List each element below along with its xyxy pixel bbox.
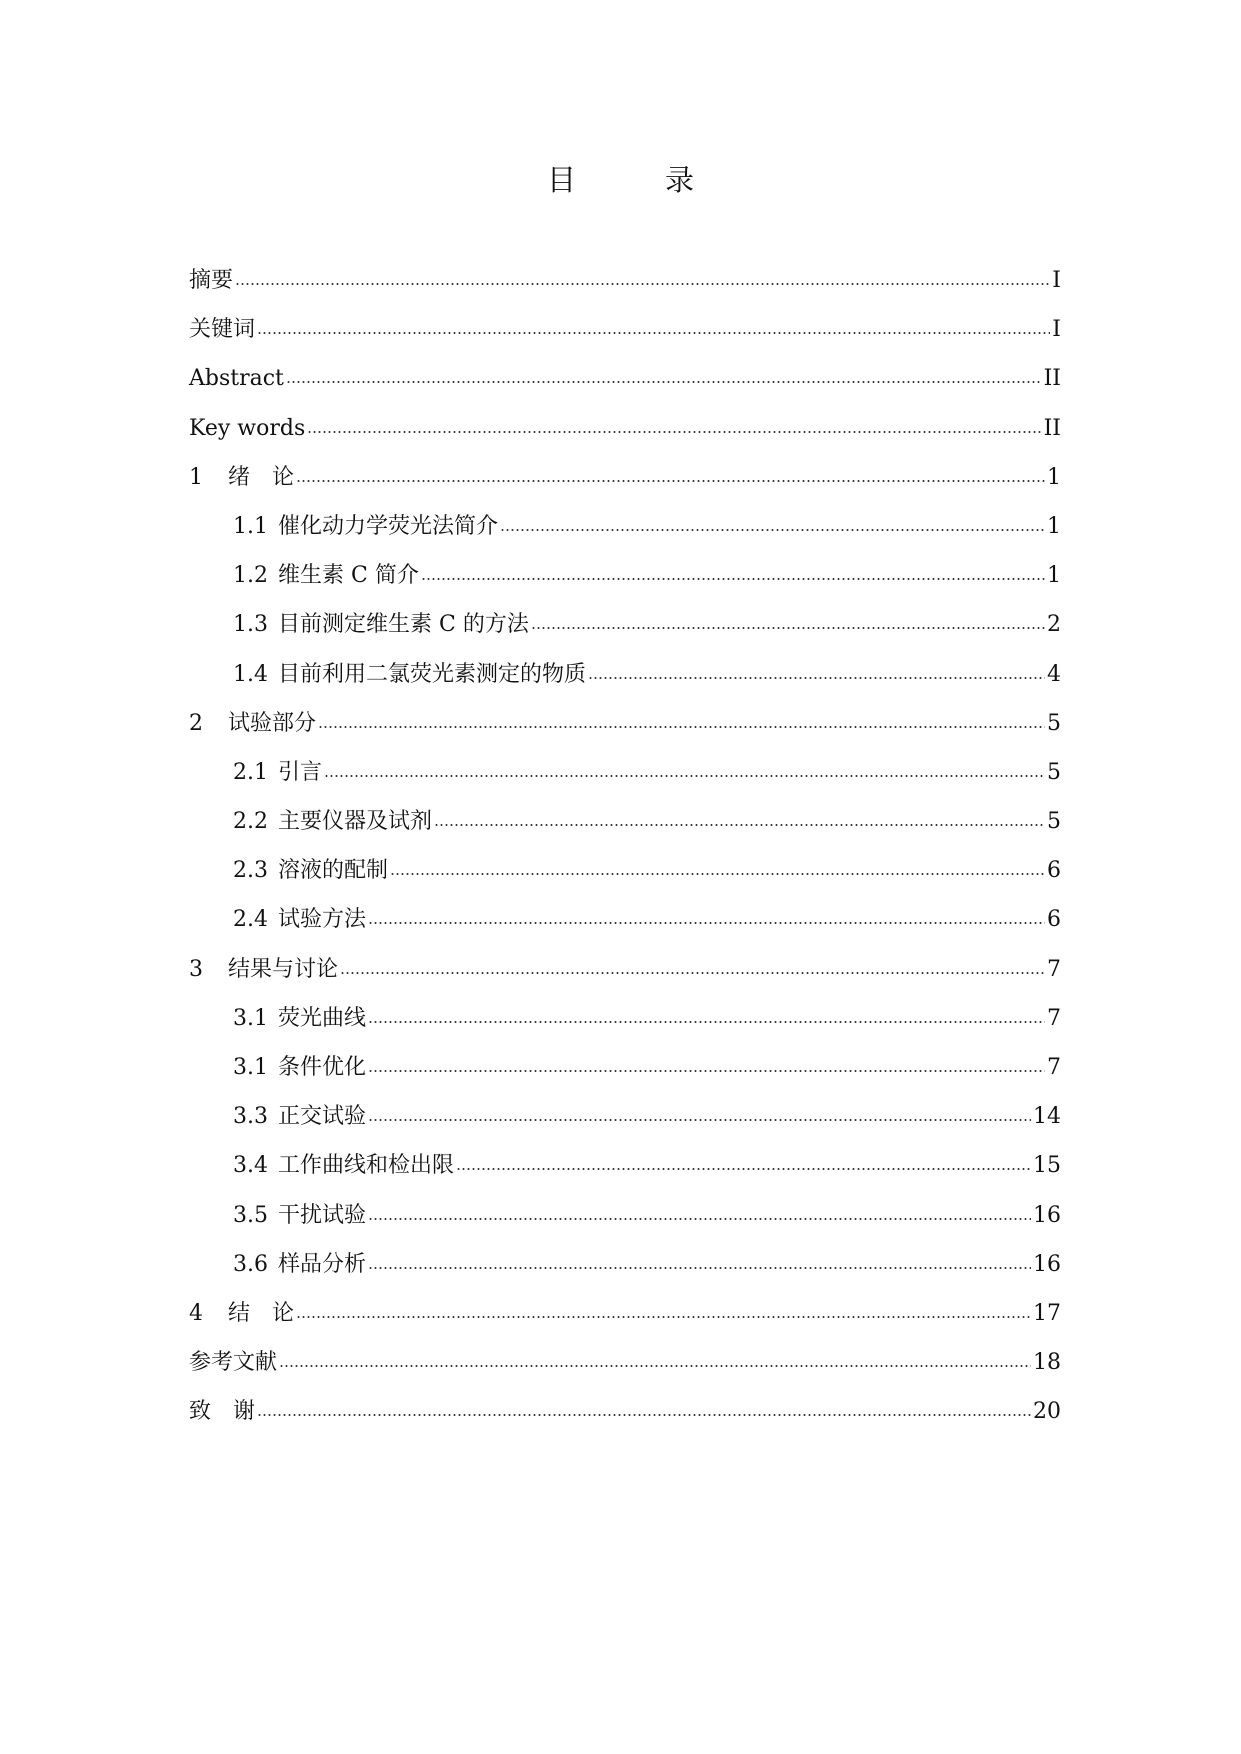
toc-entry-label: 工作曲线和检出限 (278, 1153, 455, 1179)
toc-entry-label: 引言 (278, 759, 323, 785)
toc-entry[interactable] (189, 266, 1061, 315)
toc-entry-number: 2.4 (233, 907, 268, 933)
toc-entry-label: 荧光曲线 (278, 1005, 367, 1031)
toc-entry-number: 4 (189, 1300, 203, 1326)
toc-entry-number: 2.1 (233, 759, 268, 785)
toc-entry-page: 6 (1047, 858, 1061, 884)
toc-entry-label: 催化动力学荧光法简介 (278, 513, 499, 539)
toc-entry-label: 主要仪器及试剂 (278, 809, 433, 835)
toc-entry-page: II (1043, 415, 1061, 441)
toc-dot-leader (368, 1119, 1031, 1121)
toc-entry-page: 1 (1047, 464, 1061, 490)
toc-dot-leader (257, 332, 1050, 334)
toc-entry[interactable] (189, 709, 1061, 758)
toc-entry[interactable] (189, 905, 1061, 954)
toc-dot-leader (500, 529, 1045, 531)
toc-entry-page: 7 (1047, 1055, 1061, 1080)
toc-entry-page: 5 (1047, 710, 1061, 736)
toc-entry[interactable] (189, 660, 1061, 709)
toc-entry-label: 正交试验 (278, 1104, 367, 1130)
toc-entry[interactable] (189, 1201, 1061, 1250)
toc-dot-leader (368, 922, 1045, 924)
toc-dot-leader (368, 1021, 1045, 1023)
toc-entry-number: 3.1 (233, 1055, 268, 1080)
toc-dot-leader (307, 431, 1041, 433)
toc-dot-leader (434, 824, 1045, 826)
toc-entry[interactable] (189, 1004, 1061, 1053)
toc-entry-page: 20 (1033, 1399, 1061, 1425)
toc-entry-page: 7 (1047, 1005, 1061, 1031)
toc-entry-label: 目前利用二氯荧光素测定的物质 (278, 661, 587, 687)
toc-entry-page: 1 (1047, 563, 1061, 589)
toc-entry[interactable] (189, 955, 1061, 1004)
toc-dot-leader (279, 1365, 1031, 1367)
toc-entry-page: 7 (1047, 956, 1061, 982)
toc-entry-number: 3.5 (233, 1202, 268, 1228)
toc-entry-page: 6 (1047, 907, 1061, 933)
toc-entry-number: 3.3 (233, 1104, 268, 1130)
toc-entry[interactable] (189, 512, 1061, 561)
toc-entry-label: 摘要 (189, 268, 234, 293)
toc-dot-leader (296, 480, 1045, 482)
toc-entry[interactable] (189, 414, 1061, 463)
toc-entry-label: 试验部分 (228, 710, 317, 736)
toc-dot-leader (531, 627, 1045, 629)
toc-entry[interactable] (189, 1250, 1061, 1299)
toc-entry[interactable] (189, 856, 1061, 905)
toc-entry-label: 致 谢 (189, 1399, 256, 1425)
toc-entry-page: 17 (1033, 1300, 1061, 1326)
toc-entry[interactable] (189, 1102, 1061, 1151)
toc-entry-number: 3.6 (233, 1251, 268, 1277)
toc-dot-leader (257, 1414, 1031, 1416)
toc-dot-leader (368, 1070, 1045, 1072)
toc-title: 目 录 (546, 163, 724, 197)
toc-dot-leader (421, 578, 1045, 580)
toc-entry-page: I (1052, 268, 1061, 293)
toc-entry-page: I (1052, 317, 1061, 343)
toc-entry-label: 绪 论 (228, 464, 295, 490)
toc-entry-page: 1 (1047, 513, 1061, 539)
toc-entry-number: 1 (189, 464, 203, 490)
toc-dot-leader (318, 726, 1045, 728)
toc-entry-page: 14 (1033, 1104, 1061, 1130)
toc-entry-number: 1.3 (233, 612, 268, 638)
toc-entry-label: 目前测定维生素 C 的方法 (278, 612, 529, 638)
toc-entry-label: 干扰试验 (278, 1202, 367, 1228)
toc-dot-leader (286, 381, 1042, 383)
toc-entry-label: 维生素 C 简介 (278, 563, 419, 589)
toc-entry-page: 16 (1033, 1251, 1061, 1277)
toc-dot-leader (368, 1267, 1031, 1269)
toc-entry-number: 2.3 (233, 858, 268, 884)
toc-dot-leader (456, 1168, 1031, 1170)
toc-entry[interactable] (189, 610, 1061, 659)
toc-entry[interactable] (189, 807, 1061, 856)
toc-dot-leader (235, 283, 1050, 285)
toc-entry-label: 结 论 (228, 1300, 295, 1326)
toc-entry-number: 3.1 (233, 1005, 268, 1031)
toc-entry-label: Key words (189, 415, 306, 441)
toc-entry[interactable] (189, 1151, 1061, 1200)
toc-entry[interactable] (189, 1053, 1061, 1102)
toc-entry-number: 3.4 (233, 1153, 268, 1179)
toc-entry-page: 18 (1033, 1350, 1061, 1376)
toc-entry-label: 溶液的配制 (278, 858, 389, 884)
toc-entry-page: 15 (1033, 1153, 1061, 1179)
toc-entry-page: II (1043, 366, 1061, 392)
toc-entry-page: 16 (1033, 1202, 1061, 1228)
toc-dot-leader (324, 775, 1045, 777)
toc-entry-page: 4 (1047, 661, 1061, 687)
toc-entry-number: 1.2 (233, 563, 268, 589)
toc-entry-page: 2 (1047, 612, 1061, 638)
toc-entry[interactable] (189, 758, 1061, 807)
toc-list (189, 266, 1061, 1447)
toc-entry-label: 关键词 (189, 317, 256, 343)
toc-dot-leader (390, 873, 1045, 875)
toc-entry-label: 条件优化 (278, 1055, 367, 1080)
toc-dot-leader (368, 1218, 1031, 1220)
toc-entry-number: 2.2 (233, 809, 268, 835)
toc-dot-leader (340, 972, 1045, 974)
toc-entry[interactable] (189, 463, 1061, 512)
toc-entry-label: Abstract (189, 366, 284, 392)
toc-dot-leader (296, 1316, 1031, 1318)
toc-entry[interactable] (189, 315, 1061, 364)
toc-entry[interactable] (189, 1299, 1061, 1348)
toc-entry[interactable] (189, 1348, 1061, 1397)
toc-entry-page: 5 (1047, 809, 1061, 835)
toc-entry[interactable] (189, 364, 1061, 413)
toc-entry-page: 5 (1047, 759, 1061, 785)
toc-entry-number: 2 (189, 710, 203, 736)
toc-entry-label: 试验方法 (278, 907, 367, 933)
toc-entry-label: 参考文献 (189, 1350, 278, 1376)
toc-entry-number: 1.1 (233, 513, 268, 539)
toc-entry-label: 结果与讨论 (228, 956, 339, 982)
toc-entry[interactable] (189, 561, 1061, 610)
toc-entry-label: 样品分析 (278, 1251, 367, 1277)
toc-entry[interactable] (189, 1397, 1061, 1446)
toc-dot-leader (588, 677, 1045, 679)
toc-entry-number: 1.4 (233, 661, 268, 687)
toc-entry-number: 3 (189, 956, 203, 982)
